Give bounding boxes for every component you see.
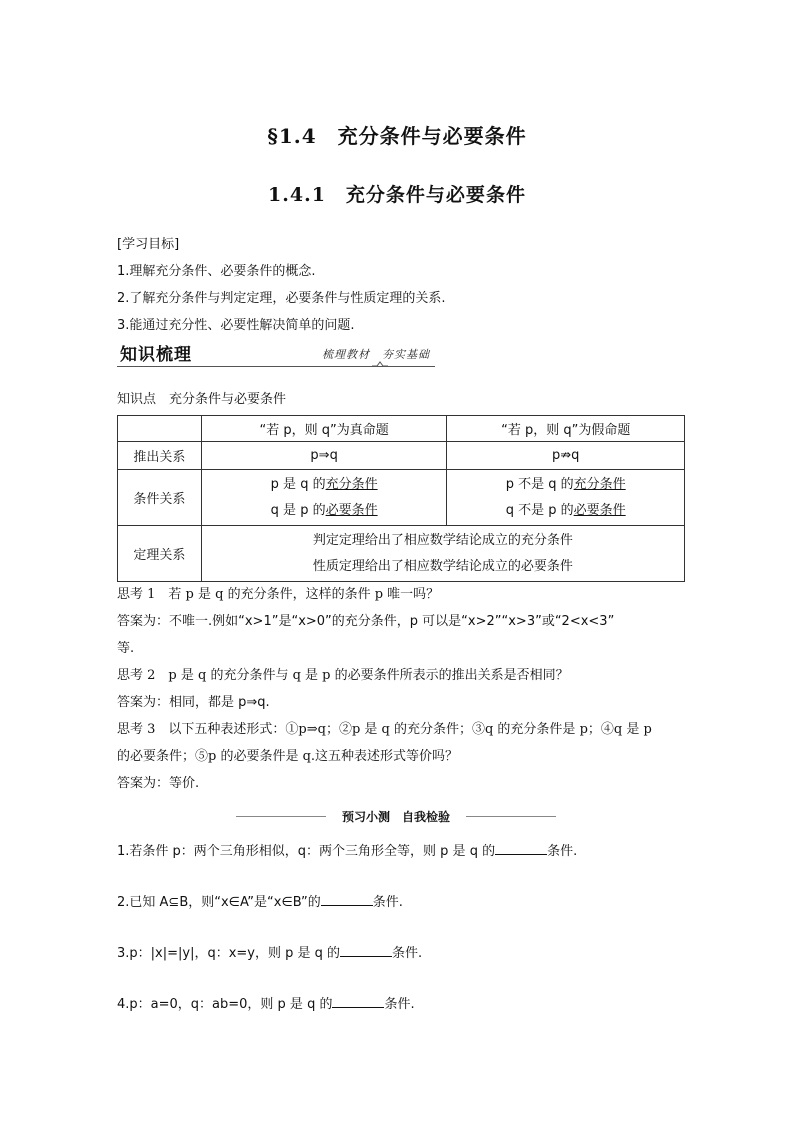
table-cell: p⇒q — [201, 442, 447, 470]
cell-text: 判定定理给出了相应数学结论成立的充分条件 — [312, 532, 573, 548]
cell-text: p 是 q 的 — [270, 476, 326, 492]
table-cell: p⇏q — [447, 442, 685, 470]
section-divider — [236, 808, 556, 824]
table-cell — [447, 470, 685, 526]
table-cell: “若 p，则 q”为假命题 — [447, 416, 685, 442]
exercise-item: 1.若条件 p：两个三角形相似，q：两个三角形全等，则 p 是 q 的 条件. — [117, 844, 578, 859]
exercise-item: 3.p：|x|=|y|，q：x=y，则 p 是 q 的 条件. — [117, 946, 423, 961]
knowledge-subtitle: 梳理教材 夯实基础 — [322, 348, 430, 361]
table-cell — [118, 416, 202, 442]
cell-text: q 不是 p 的 — [505, 502, 574, 518]
table-cell — [201, 470, 447, 526]
banner-notch-icon — [372, 360, 388, 370]
underlined-term: 必要条件 — [325, 502, 378, 518]
think-question: 思考 3 以下五种表述形式：①p⇒q；②p 是 q 的充分条件；③q 的充分条件是 p；④q 是 p — [117, 722, 652, 737]
underlined-term: 必要条件 — [573, 502, 626, 518]
answer-blank[interactable] — [332, 995, 384, 1008]
think-answer: 等. — [117, 641, 135, 656]
knowledge-table — [117, 415, 685, 582]
table-header-row — [118, 416, 685, 442]
goal-item: 2.了解充分条件与判定定理，必要条件与性质定理的关系. — [117, 291, 446, 306]
divider-label: 预习小测 自我检验 — [341, 810, 450, 824]
cell-text: p 不是 q 的 — [505, 476, 574, 492]
goals-header: [学习目标] — [117, 237, 180, 252]
exercise-item: 4.p：a=0，q：ab=0，则 p 是 q 的 条件. — [117, 997, 415, 1012]
think-question: 的必要条件；⑤p 的必要条件是 q.这五种表述形式等价吗？ — [117, 749, 459, 764]
table-row-label: 推出关系 — [118, 442, 202, 470]
table-row — [118, 526, 685, 582]
underlined-term: 充分条件 — [325, 476, 378, 492]
section-title: §1.4 充分条件与必要条件 — [267, 124, 527, 148]
table-row — [118, 470, 685, 526]
knowledge-point: 知识点 充分条件与必要条件 — [117, 392, 287, 407]
goal-item: 1.理解充分条件、必要条件的概念. — [117, 264, 316, 279]
answer-blank[interactable] — [495, 842, 547, 855]
answer-blank[interactable] — [340, 944, 392, 957]
cell-text: q 是 p 的 — [270, 502, 326, 518]
subsection-title: 1.4.1 充分条件与必要条件 — [268, 184, 526, 206]
underlined-term: 充分条件 — [573, 476, 626, 492]
think-question: 思考 1 若 p 是 q 的充分条件，这样的条件 p 唯一吗？ — [117, 587, 440, 602]
think-question: 思考 2 p 是 q 的充分条件与 q 是 p 的必要条件所表示的推出关系是否相同？ — [117, 668, 569, 683]
answer-blank[interactable] — [321, 893, 373, 906]
think-answer: 答案为：相同，都是 p⇒q. — [117, 695, 270, 710]
table-row-label: 条件关系 — [118, 470, 202, 526]
knowledge-title: 知识梳理 — [120, 345, 192, 365]
knowledge-banner — [117, 338, 437, 370]
table-cell — [201, 526, 684, 582]
goal-item: 3.能通过充分性、必要性解决简单的问题. — [117, 318, 355, 333]
table-row-label: 定理关系 — [118, 526, 202, 582]
think-answer: 答案为：不唯一.例如“x>1”是“x>0”的充分条件，p 可以是“x>2”“x>3”或“2<x<3” — [117, 614, 615, 629]
table-cell: “若 p，则 q”为真命题 — [201, 416, 447, 442]
table-row — [118, 442, 685, 470]
cell-text: 性质定理给出了相应数学结论成立的必要条件 — [312, 558, 573, 574]
exercise-item: 2.已知 A⊆B，则“x∈A”是“x∈B”的 条件. — [117, 895, 403, 910]
think-answer: 答案为：等价. — [117, 776, 200, 791]
